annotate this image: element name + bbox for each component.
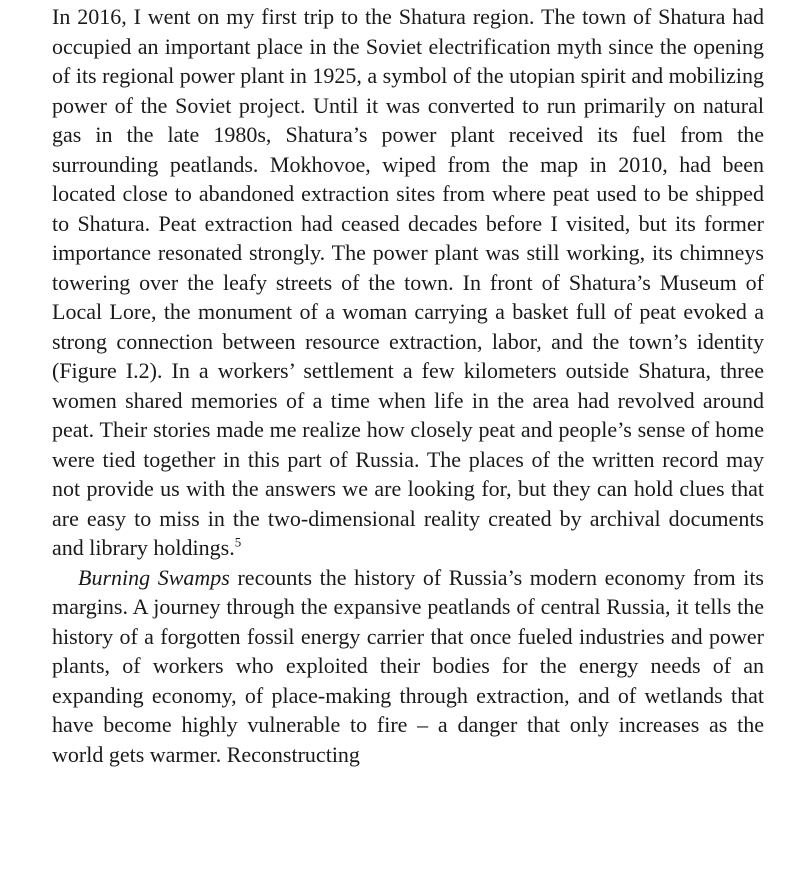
book-title: Burning Swamps (78, 564, 230, 590)
body-paragraph (52, 563, 764, 770)
book-page (52, 2, 764, 769)
body-paragraph (52, 2, 764, 563)
footnote-marker[interactable]: 5 (234, 534, 242, 550)
paragraph-text: In 2016, I went on my first trip to the Shatura region. The town of Shatura had occupied an important place in the Soviet electrification myth since the opening of its regional power plant in 1925, a symbol of the utopian spirit and mobilizing power of the Soviet project. Until it was converted to run primarily on natural gas in the late 1980s, Shatura’s power plant received its fuel from the surrounding peatlands. Mokhovoe, wiped from the map in 2010, had been located close to abandoned extraction sites from where peat used to be shipped to Shatura. Peat extraction had ceased decades before I visited, but its former importance resonated strongly. The power plant was still working, its chimneys towering over the leafy streets of the town. In front of Shatura’s Museum of Local Lore, the monument of a woman carrying a basket full of peat evoked a strong connection between resource extraction, labor, and the town’s identity (Figure I.2). In a workers’ settlement a few kilometers outside Shatura, three women shared memories of a time when life in the area had revolved around peat. Their stories made me realize how closely peat and people’s sense of home were tied together in this part of Russia. The places of the written record may not provide us with the answers we are looking for, but they can hold clues that are easy to miss in the two-dimensional reality created by archival documents and library holdings. (52, 4, 764, 560)
paragraph-text: recounts the history of Russia’s modern economy from its margins. A journey through the expansive peatlands of central Russia, it tells the history of a forgotten fossil energy carrier that once fueled industries and power plants, of workers who exploited their bodies for the energy needs of an expanding economy, of place-making through extraction, and of wetlands that have become highly vulnerable to fire – a danger that only increases as the world gets warmer. Reconstructing (52, 564, 764, 767)
